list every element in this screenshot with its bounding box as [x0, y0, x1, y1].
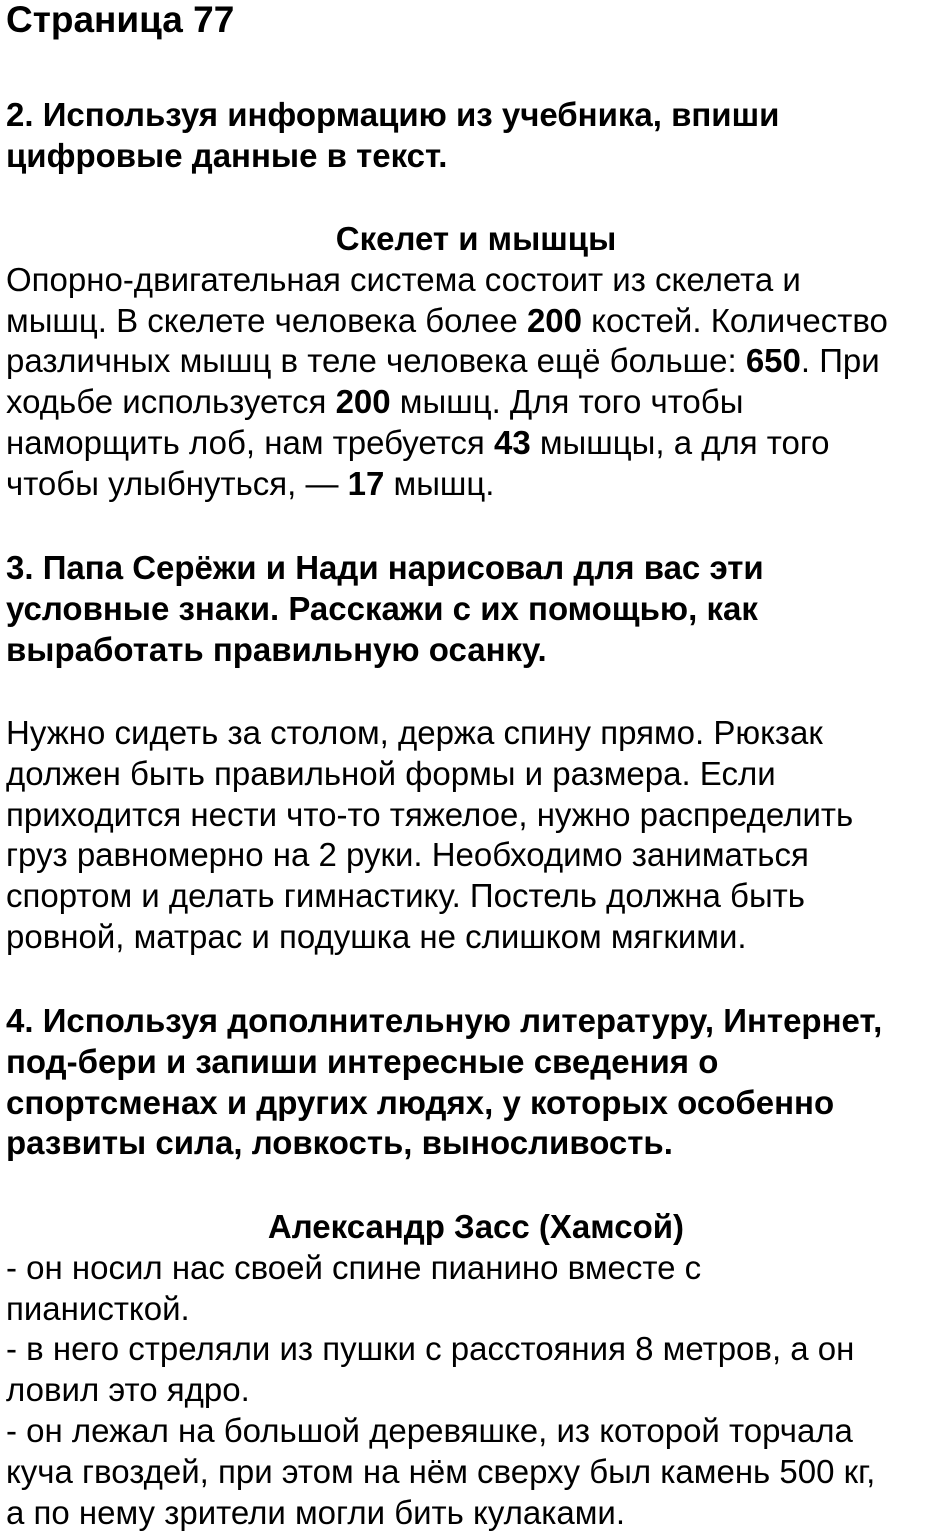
- page-title: Страница 77: [6, 0, 235, 40]
- task2-question-line: 2. Используя информацию из учебника, впиши: [6, 96, 780, 133]
- task2-text-line: чтобы улыбнуться, — 17 мышц.: [6, 464, 495, 502]
- task3-answer: [6, 713, 946, 958]
- task2-question-line: цифровые данные в текст.: [6, 136, 448, 174]
- task4-question-line: спортсменах и других людях, у которых особенно: [6, 1083, 835, 1121]
- task3-answer-line: груз равномерно на 2 руки. Необходимо заниматься: [6, 836, 809, 874]
- task3-answer-line: спортом и делать гимнастику. Постель должна быть: [6, 877, 805, 915]
- filled-number: 650: [745, 342, 801, 380]
- task4-answer-line: - он носил нас своей спине пианино вместе с: [6, 1248, 702, 1286]
- task2-question: [6, 95, 946, 177]
- task2-text-line: наморщить лоб, нам требуется 43 мышцы, а для того: [6, 423, 830, 461]
- task3-question-line: 3. Папа Серёжи и Нади нарисовал для вас эти: [6, 549, 764, 586]
- task3-question-line: условные знаки. Расскажи с их помощью, как: [6, 589, 758, 627]
- task3-answer-line: Нужно сидеть за столом, держа спину прямо. Рюкзак: [6, 714, 823, 751]
- filled-number: 43: [493, 423, 531, 461]
- task2-text: [6, 219, 946, 505]
- task4-question-line: под-бери и запиши интересные сведения о: [6, 1042, 719, 1080]
- task4-question-line: 4. Используя дополнительную литературу, Интернет,: [6, 1002, 883, 1039]
- task3-answer-line: приходится нести что-то тяжелое, нужно распределить: [6, 795, 854, 833]
- task4-answer: [6, 1207, 946, 1533]
- task4-answer-line: пианисткой.: [6, 1289, 190, 1327]
- task2-text-line: мышц. В скелете человека более 200 костей. Количество: [6, 301, 888, 339]
- filled-number: 17: [347, 464, 385, 502]
- task4-question-line: развиты сила, ловкость, выносливость.: [6, 1124, 673, 1162]
- task3-answer-line: ровной, матрас и подушка не слишком мягкими.: [6, 917, 747, 955]
- task2-text-line: различных мышц в теле человека ещё больше: 650. При: [6, 342, 880, 380]
- task4-heading: Александр Засс (Хамсой): [267, 1208, 685, 1245]
- task4-answer-line: - он лежал на большой деревяшке, из которой торчала: [6, 1411, 853, 1449]
- task2-heading: Скелет и мышцы: [335, 220, 617, 257]
- filled-number: 200: [335, 383, 391, 421]
- filled-number: 200: [526, 301, 582, 339]
- task3-answer-line: должен быть правильной формы и размера. Если: [6, 754, 776, 792]
- task2-text-line: ходьбе используется 200 мышц. Для того чтобы: [6, 383, 744, 421]
- task4-answer-line: - в него стреляли из пушки с расстояния 8 метров, а он: [6, 1330, 855, 1368]
- task4-question: [6, 1001, 946, 1164]
- task2-text-line: Опорно-двигательная система состоит из скелета и: [6, 260, 801, 298]
- task3-question-line: выработать правильную осанку.: [6, 630, 547, 668]
- task4-answer-line: ловил это ядро.: [6, 1371, 250, 1409]
- task4-answer-line: а по нему зрители могли бить кулаками.: [6, 1493, 626, 1531]
- task3-question: [6, 548, 946, 670]
- task4-answer-line: куча гвоздей, при этом на нём сверху был камень 500 кг,: [6, 1452, 876, 1490]
